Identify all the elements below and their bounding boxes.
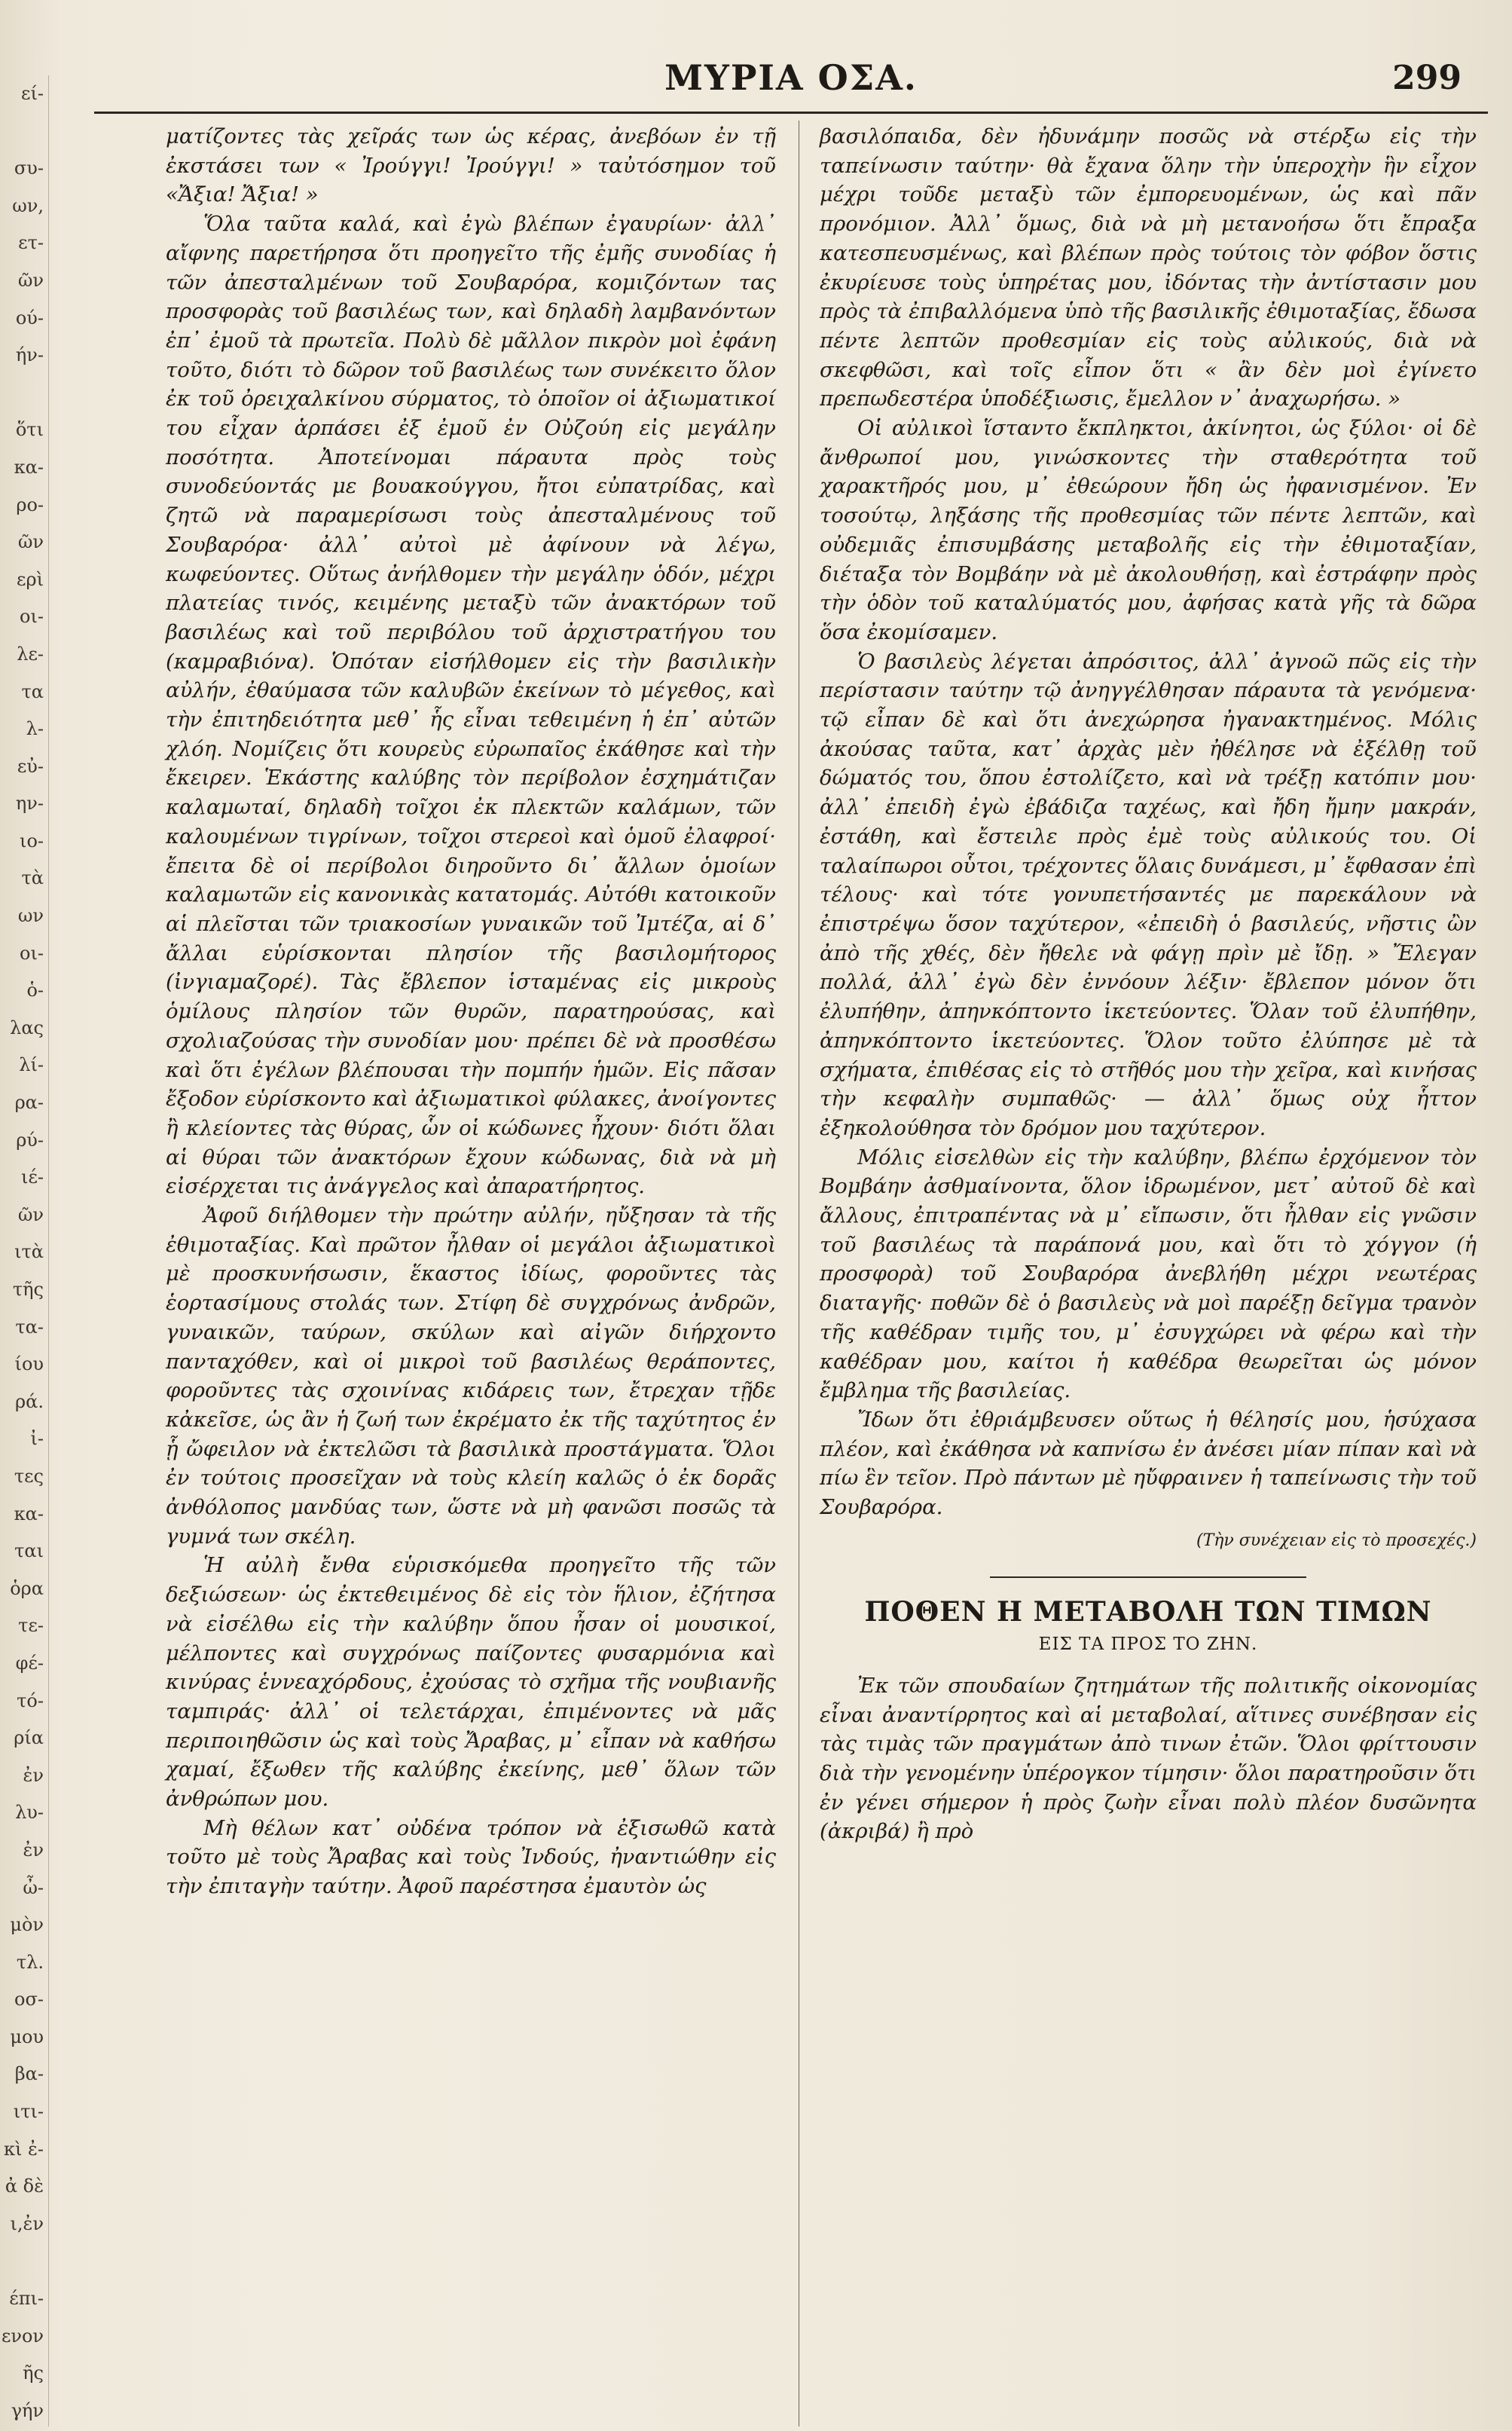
header-rule xyxy=(94,112,1488,114)
margin-fragment xyxy=(0,375,48,412)
margin-fragment: ὅτι xyxy=(15,419,44,441)
margin-fragment: ι,ἐν xyxy=(10,2212,44,2234)
margin-fragment: ού- xyxy=(15,307,44,329)
paragraph: Μόλις εἰσελθὼν εἰς τὴν καλύβην, βλέπω ἐρχόμενον τὸν Βομβάην ἀσθμαίνοντα, ὅλον ἱδρωμένον, μετ᾽ αὐτοῦ δὲ καὶ ἄλλους, ἐπιτραπέντας νὰ μ᾽ εἴπωσιν, ὅτι ἦλθαν εἰς γνῶσιν τοῦ βασιλέως τὰ παράπονά μου, καὶ ὅτι τὸ χόγγον (ἡ προσφορὰ) τοῦ Σουβαρόρα ἀνεβλήθη μέχρι νεωτέρας διαταγῆς· ποθῶν δὲ ὁ βασιλεὺς νὰ μοὶ παρέξῃ δεῖγμα τρανὸν τῆς καθέδραν τιμῆς του, μ᾽ ἐσυγχώρει νὰ φέρω καὶ τὴν καθέδραν μου, καίτοι ἡ καθέδρα θεωρεῖται ὡς μόνον ἔμβλημα τῆς βασιλείας. xyxy=(820,1145,1477,1403)
margin-fragment: ήν- xyxy=(15,344,44,366)
margin-fragment: συ- xyxy=(14,157,44,179)
margin-fragment: ενον xyxy=(1,2325,44,2347)
margin-fragment: κὶ ἐ- xyxy=(3,2138,44,2160)
margin-fragment: ρο- xyxy=(16,494,44,515)
margin-fragment: ερὶ xyxy=(17,568,44,590)
margin-fragment: φέ- xyxy=(15,1652,44,1674)
margin-fragment: οσ- xyxy=(14,1989,44,2011)
margin-fragment xyxy=(0,2243,48,2280)
margin-fragment: τα xyxy=(21,680,44,702)
margin-fragment: ίου xyxy=(14,1353,44,1375)
left-column xyxy=(166,122,776,1901)
margin-fragment: ὦ- xyxy=(23,1876,44,1898)
margin-fragment: ων xyxy=(17,905,44,927)
margin-fragment: τλ. xyxy=(16,1951,44,1973)
margin-fragment: ην- xyxy=(15,793,44,815)
paragraph: Ὅλα ταῦτα καλά, καὶ ἐγὼ βλέπων ἐγαυρίων· ἀλλ᾽ αἴφνης παρετήρησα ὅτι προηγεῖτο τῆς ἐμῆς συνοδίας ἡ τῶν ἀπεσταλμένων τοῦ Σουβαρόρα, κομιζόντων τας προσφορὰς τοῦ βασιλέως των, καὶ δηλαδὴ λαμβανόντων ἐπ᾽ ἐμοῦ τὰ πρωτεῖα. Πολὺ δὲ μᾶλλον πικρὸν μοὶ ἐφάνη τοῦτο, διότι τὸ δῶρον τοῦ βασιλέως των συνέκειτο ὅλον ἐκ τοῦ ὀρειχαλκίνου σύρματος, τὸ ὁποῖον οἱ ἀξιωματικοί του εἶχαν ἁρπάσει ἐξ ἐμοῦ ἐν Οὐζούη εἰς μεγάλην ποσότητα. Ἀποτείνομαι πάραυτα πρὸς τοὺς συνοδεύοντάς με βουακούγγου, ἤτοι εὐπατρίδας, καὶ ζητῶ νὰ παραμερίσωσι τοὺς ἀπεσταλμένους τοῦ Σουβαρόρα· ἀλλ᾽ αὐτοὶ μὲ ἀφίνουν νὰ λέγω, κωφεύοντες. Οὕτως ἀνήλθομεν τὴν μεγάλην ὁδόν, μέχρι πλατείας τινός, κειμένης μεταξὺ τῶν ἀνακτόρων τοῦ βασιλέως καὶ τοῦ περιβόλου τοῦ ἀρχιστρατήγου του (καμραβιόνα). Ὁπόταν εἰσήλθομεν εἰς τὴν βασιλικὴν αὐλήν, ἐθαύμασα τῶν καλυβῶν ἐκείνων τὸ μέγεθος, καὶ τὴν ἐπιτηδειότητα μεθ᾽ ἧς εἶναι τεθειμένη ἡ ἐπ᾽ αὐτῶν χλόη. Νομίζεις ὅτι κουρεὺς εὐρωπαῖος ἐκάθησε καὶ τὴν ἔκειρεν. Ἑκάστης καλύβης τὸν περίβολον ἐσχημάτιζαν καλαμωταί, δηλαδὴ τοῖχοι ἐκ πλεκτῶν καλάμων, τῶν καλουμένων τιγρίνων, τοῖχοι στερεοὶ καὶ ὁμοῦ ἐλαφροί· ἔπειτα δὲ οἱ περίβολοι διηροῦντο δι᾽ ἄλλων ὁμοίων καλαμωτῶν εἰς κανονικὰς κατατομάς. Αὐτόθι κατοικοῦν αἱ πλεῖσται τῶν τριακοσίων γυναικῶν τοῦ Ἰμτέζα, αἱ δ᾽ ἄλλαι εὑρίσκονται πλησίον τῆς βασιλομήτορος (ἰνγιαμαζορέ). Τὰς ἔβλεπον ἱσταμένας εἰς μικροὺς ὁμίλους πλησίον τῶν θυρῶν, παρατηρούσας, καὶ σχολιαζούσας τὴν συνοδίαν μου· πρέπει δὲ νὰ προσθέσω καὶ ὅτι ἐγέλων βλέπουσαι τὴν πομπήν ἡμῶν. Εἰς πᾶσαν ἔξοδον εὑρίσκοντο καὶ ἀξιωματικοὶ φύλακες, ἀνοίγοντες ἢ κλείοντες τὰς θύρας, ὧν οἱ κώδωνες ἦχουν· διότι ὅλαι αἱ θύραι τῶν ἀνακτόρων ἔχουν κώδωνας, διὰ νὰ μὴ εἰσέρχεται τις ἀνάγγελος καὶ ἀπαρατήρητος. xyxy=(166,212,776,1199)
margin-fragment: ιέ- xyxy=(21,1167,44,1188)
page-number: 299 xyxy=(1392,59,1462,97)
margin-fragment: λυ- xyxy=(15,1802,44,1824)
margin-fragment: ῶν xyxy=(17,531,44,553)
paragraph: βασιλόπαιδα, δὲν ἠδυνάμην ποσῶς νὰ στέρξω εἰς τὴν ταπείνωσιν ταύτην· θὰ ἔχανα ὅλην τὴν ὑπεροχὴν ἣν εἶχον μέχρι τοῦδε μεταξὺ τῶν ἐμπορευομένων, ὡς καὶ πᾶν προνόμιον. Ἀλλ᾽ ὅμως, διὰ νὰ μὴ μετανοήσω ὅτι ἔπραξα κατεσπευσμένως, καὶ βλέπων πρὸς τούτοις τὸν φόβον ὅστις ἐκυρίευσε τοὺς ὑπηρέτας μου, ἰδόντας τὴν ἀντίστασιν μου πρὸς τὰ ἐπιβαλλόμενα ὑπὸ τῆς βασιλικῆς ἐθιμοταξίας, ἔδωσα πέντε λεπτῶν προθεσμίαν εἰς τοὺς αὐλικούς, διὰ νὰ σκεφθῶσι, καὶ τοῖς εἶπον ὅτι « ἂν δὲν μοὶ ἐγίνετο πρεπωδεστέρα ὑποδέξιωσις, ἔμελλον ν᾽ ἀναχωρήσω. » xyxy=(820,124,1477,411)
margin-fragment: τα- xyxy=(15,1316,44,1338)
margin-fragment: ρά. xyxy=(15,1390,44,1412)
page-header xyxy=(90,47,1492,107)
margin-fragment: τό- xyxy=(17,1689,44,1711)
margin-fragment: ιτὰ xyxy=(14,1241,44,1263)
paragraph: ματίζοντες τὰς χεῖράς των ὡς κέρας, ἀνεβόων ἐν τῇ ἐκστάσει των « Ἰρούγγι! Ἰρούγγι! » ταὐτόσημον τοῦ «Ἄξια! Ἄξια! » xyxy=(166,124,776,207)
margin-fragment: ἐν xyxy=(23,1839,44,1861)
paragraph: Ἐκ τῶν σπουδαίων ζητημάτων τῆς πολιτικῆς οἰκονομίας εἶναι ἀναντίρρητος καὶ αἱ μεταβολαί, αἵτινες συνέβησαν εἰς τὰς τιμὰς τῶν πραγμάτων ἀπὸ τινων ἐτῶν. Ὅλοι φρίττουσιν διὰ τὴν γενομένην ὑπέρογκον τίμησιν· ὅλοι παρατηροῦσιν ὅτι ἐν γένει σήμερον ἡ πρὸς ζωὴν εἶναι πολὺ πλέον δυσῶνητα (ἀκριβά) ἢ πρὸ xyxy=(820,1673,1477,1844)
paragraph: Ἴδων ὅτι ἐθριάμβευσεν οὕτως ἡ θέλησίς μου, ἡσύχασα πλέον, καὶ ἐκάθησα νὰ καπνίσω ἐν ἀνέσει μίαν πίπαν καὶ νὰ πίω ἓν τεῖον. Πρὸ πάντων μὲ ηὔφραινεν ἡ ταπείνωσις τὴν τοῦ Σουβαρόρα. xyxy=(820,1407,1477,1520)
margin-fragment: ται xyxy=(14,1540,44,1562)
paragraph: Οἱ αὐλικοὶ ἵσταντο ἔκπληκτοι, ἀκίνητοι, ὡς ξύλοι· οἱ δὲ ἄνθρωποί μου, γινώσκοντες τὴν σταθερότητα τοῦ χαρακτῆρός μου, μ᾽ ἐθεώρουν ἤδη ὡς ἠφανισμένον. Ἐν τοσούτῳ, ληξάσης τῆς προθεσμίας τῶν πέντε λεπτῶν, καὶ οὐδεμιᾶς ἐπισυμβάσης μεταβολῆς εἰς τὴν ἐθιμοταξίαν, διέταξα τὸν Βομβάην νὰ μὲ ἀκολουθήσῃ, καὶ ἐστράφην πρὸς τὴν ὁδὸν τοῦ καταλύματός μου, ἀφήσας κατὰ γῆς τὰ δῶρα ὅσα ἐκομίσαμεν. xyxy=(820,416,1477,644)
margin-fragment: ἀ δὲ xyxy=(5,2176,44,2197)
margin-fragment: γήν xyxy=(11,2399,44,2421)
margin-fragment: κα- xyxy=(14,1503,44,1524)
margin-fragment: εὐ- xyxy=(17,755,44,777)
article-title: ΠΟΘΕΝ Η ΜΕΤΑΒΟΛΗ ΤΩΝ ΤΙΜΩΝ xyxy=(864,1596,1432,1628)
margin-fragment: εί- xyxy=(21,83,44,104)
margin-fragment: ὁρα xyxy=(10,1577,44,1599)
margin-fragment: ὁ- xyxy=(26,980,44,1001)
margin-fragment: ων, xyxy=(12,194,44,216)
margin-fragment: ἐν xyxy=(23,1764,44,1786)
margin-fragment: ῆς xyxy=(23,2362,44,2384)
margin-fragment: μου xyxy=(10,2026,44,2047)
margin-fragment: τες xyxy=(14,1465,44,1487)
margin-fragment: τε- xyxy=(18,1615,44,1637)
margin-fragment: ιο- xyxy=(20,830,44,852)
margin-fragment: ἰ- xyxy=(30,1428,44,1450)
margin-fragment: ρύ- xyxy=(16,1129,44,1151)
margin-fragment: ιτι- xyxy=(13,2101,44,2123)
paragraph: Ὁ βασιλεὺς λέγεται ἀπρόσιτος, ἀλλ᾽ ἀγνοῶ πῶς εἰς τὴν περίστασιν ταύτην τῷ ἀνηγγέλθησαν πάραυτα τὰ γενόμενα· τῷ εἶπαν δὲ καὶ ὅτι ἀνεχώρησα ἠγανακτημένος. Μόλις ἀκούσας ταῦτα, κατ᾽ ἀρχὰς μὲν ἠθέλησε νὰ ἐξέλθῃ τοῦ δώματός του, ὅπου ἐστολίζετο, καὶ νὰ τρέξῃ κατόπιν μου· ἀλλ᾽ ἐπειδὴ ἐγὼ ἐβάδιζα ταχέως, καὶ ἤδη ἤμην μακράν, ἐστάθη, καὶ ἔστειλε πρὸς ἐμὲ τοὺς αὐλικούς του. Οἱ ταλαίπωροι οὗτοι, τρέχοντες ὅλαις δυνάμεσι, μ᾽ ἔφθασαν ἐπὶ τέλους· καὶ τότε γονυπετήσαντές με παρεκάλουν νὰ ἐπιστρέψω ὅσον ταχύτερον, «ἐπειδὴ ὁ βασιλεύς, νῆστις ὢν ἀπὸ τῆς χθές, δὲν ἤθελε νὰ φάγῃ πρὶν μὲ ἴδῃ. » Ἔλεγαν πολλά, ἀλλ᾽ ἐγὼ δὲν ἐννόουν λέξιν· ἔβλεπον μόνον ὅτι ἐλυπήθην, ἀπηνκόπτοντο ἱκετεύοντες. Ὅλαν τοῦ ἐλυπήθην, ἀπηνκόπτοντο ἱκετεύοντες. Ὅλον τοῦτο ἐλύπησε μὲ τὰ σχήματα, ἐπιθέσας εἰς τὸ στῆθός μου τὴν χεῖρα, καὶ κινήσας τὴν κεφαλὴν συμπαθῶς· — ἀλλ᾽ ὅμως οὐχ ἧττον ἐξηκολούθησα τὸν δρόμον μου ταχύτερον. xyxy=(820,649,1477,1140)
margin-fragment: ῶν xyxy=(17,1203,44,1225)
previous-page-margin xyxy=(0,75,49,2426)
margin-fragment: τῆς xyxy=(12,1279,44,1300)
continued-note: (Τὴν συνέχειαν εἰς τὸ προσεχές.) xyxy=(1196,1530,1477,1550)
paragraph: Ἡ αὐλὴ ἔνθα εὑρισκόμεθα προηγεῖτο τῆς τῶν δεξιώσεων· ὡς ἐκτεθειμένος δὲ εἰς τὸν ἥλιον, ἐζήτησα νὰ εἰσέλθω εἰς τὴν καλύβην ὅπου ἦσαν οἱ μουσικοί, μέλποντες καὶ συγχρόνως παίζοντες φυσαρμόνια καὶ κινύρας ἑννεαχόρδους, ἐχούσας τὸ σχῆμα τῆς νουβιανῆς ταμπιράς· ἀλλ᾽ οἱ τελετάρχαι, ἐπιμένοντες νὰ μᾶς περιποιηθῶσιν ὡς καὶ τοὺς Ἄραβας, μ᾽ εἶπαν νὰ καθήσω χαμαί, ἔξωθεν τῆς καλύβης ἐκείνης, μεθ᾽ ὅλων τῶν ἀνθρώπων μου. xyxy=(166,1553,776,1812)
margin-fragment: έπι- xyxy=(9,2288,44,2310)
right-column xyxy=(820,122,1477,1846)
margin-fragment: λ- xyxy=(26,718,44,740)
margin-fragment: βα- xyxy=(14,2063,44,2085)
margin-fragment: οι- xyxy=(20,606,44,628)
margin-fragment xyxy=(0,113,48,151)
margin-fragment: ῶν xyxy=(17,269,44,291)
margin-fragment: ετ- xyxy=(18,232,44,254)
margin-fragment: κα- xyxy=(14,456,44,478)
article-subtitle: ΕΙΣ ΤΑ ΠΡΟΣ ΤΟ ΖΗΝ. xyxy=(1038,1634,1258,1655)
margin-fragment: τὰ xyxy=(21,867,44,889)
paragraph: Ἀφοῦ διήλθομεν τὴν πρώτην αὐλήν, ηὔξησαν τὰ τῆς ἐθιμοταξίας. Καὶ πρῶτον ἦλθαν οἱ μεγάλοι ἀξιωματικοὶ μὲ προσκυνήσωσιν, ἕκαστος ἰδίως, φοροῦντες τὰς ἑορτασίμους στολάς των. Στίφη δὲ συγχρόνως ἀνδρῶν, γυναικῶν, ταύρων, σκύλων καὶ αἰγῶν διήρχοντο πανταχόθεν, καὶ οἱ μικροὶ τοῦ βασιλέως θεράποντες, φοροῦντες τὰς σχοινίνας κιδάρεις των, ἔτρεχαν τῇδε κἀκεῖσε, ὡς ἂν ἡ ζωή των ἐκρέματο ἐκ τῆς ταχύτητος ἐν ᾗ ὤφειλον νὰ ἐκτελῶσι τὰ βασιλικὰ προστάγματα. Ὅλοι ἐν τούτοις προσεῖχαν νὰ τοὺς κλείη καλῶς ὁ ἐκ δορᾶς ἀνθόλοπος μανδύας των, ὥστε νὰ μὴ φανῶσι ποσῶς τὰ γυμνά των σκέλη. xyxy=(166,1203,776,1549)
margin-fragment: λας xyxy=(10,1017,44,1038)
paragraph: Μὴ θέλων κατ᾽ οὐδένα τρόπον νὰ ἐξισωθῶ κατὰ τοῦτο μὲ τοὺς Ἄραβας καὶ τοὺς Ἰνδούς, ἠναντιώθην εἰς τὴν ἐπιταγὴν ταύτην. Ἀφοῦ παρέστησα ἐμαυτὸν ὡς xyxy=(166,1815,776,1899)
margin-fragment: λε- xyxy=(17,643,44,665)
section-rule xyxy=(990,1576,1306,1578)
margin-fragment: μὸν xyxy=(10,1914,44,1936)
margin-fragment: λί- xyxy=(19,1054,44,1076)
margin-fragment: ρία xyxy=(14,1727,44,1749)
margin-fragment: οι- xyxy=(20,942,44,964)
margin-fragment: ρα- xyxy=(14,1092,44,1114)
running-title: ΜΥΡΙΑ ΟΣΑ. xyxy=(664,57,918,98)
